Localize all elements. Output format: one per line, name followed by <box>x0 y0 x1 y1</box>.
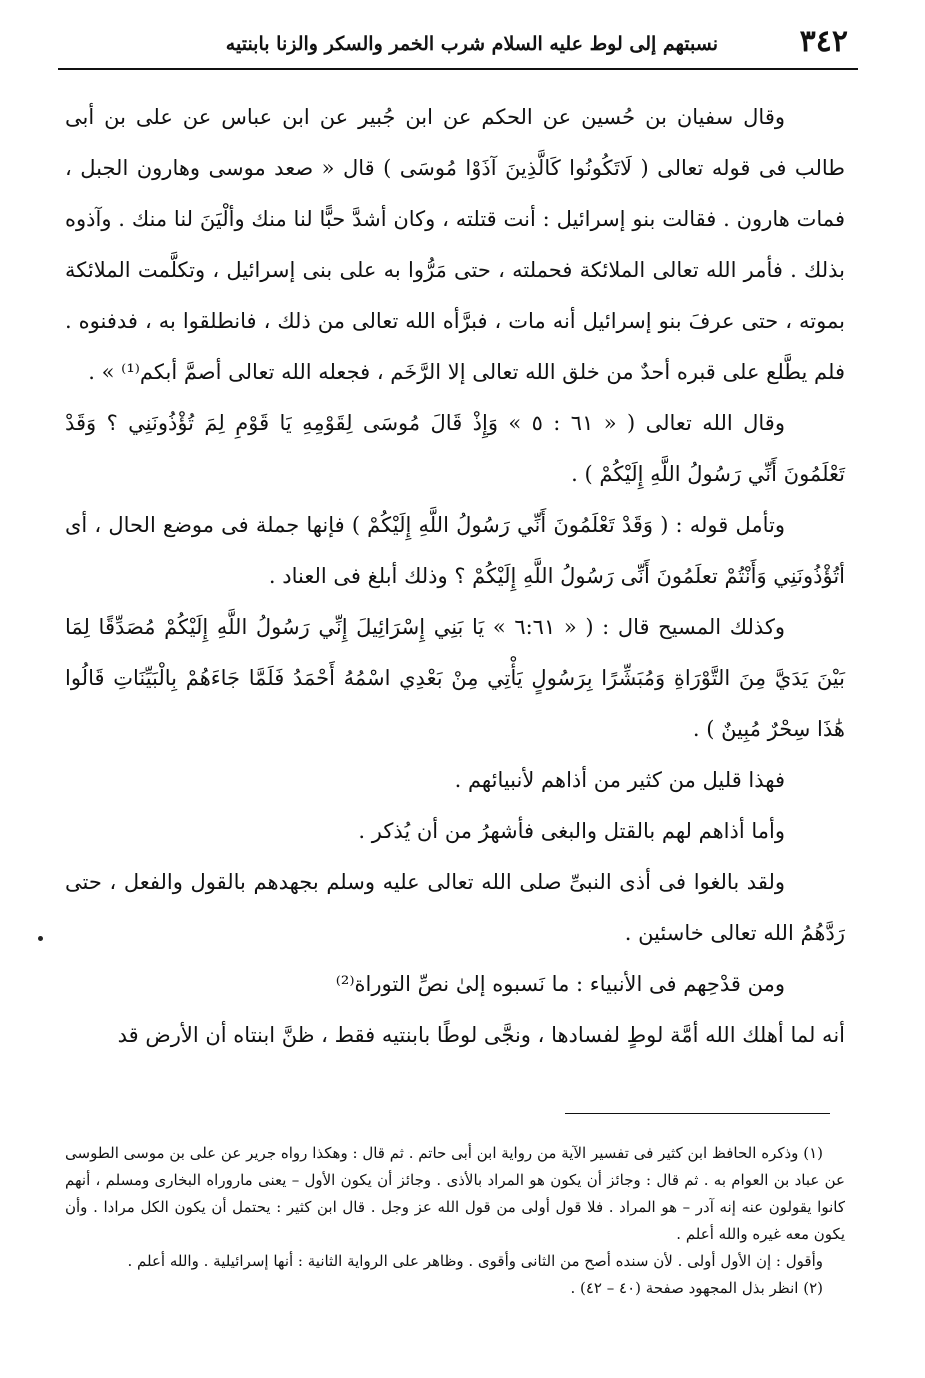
paragraph: ومن قدْحِهم فى الأنبياء : ما نَسبوه إلىٰ نصِّ التوراة⁽²⁾ <box>335 972 785 996</box>
footnotes <box>65 1140 845 1302</box>
paragraph: ولقد بالغوا فى أذى النبىِّ صلى الله تعالى عليه وسلم بجهدهم بالقول والفعل ، حتى رَدَّهُمُ الله تعالى خاسئين . <box>65 870 845 945</box>
page-header <box>58 24 858 70</box>
paragraph: أنه لما أهلك الله أمَّة لوطٍ لفسادها ، ونجَّى لوطًا بابنتيه فقط ، ظنَّ ابنتاه أن الأرض قد <box>117 1023 845 1047</box>
paragraph: وقال الله تعالى ( « ٦١ : ٥ » وَإِذْ قَالَ مُوسَى لِقَوْمِهِ يَا قَوْمِ لِمَ تُؤْذُونَنِي ؟ وَقَدْ تَعْلَمُونَ أَنِّي رَسُولُ اللَّهِ إِلَيْكُمْ ) . <box>65 411 845 486</box>
paragraph: وتأمل قوله : ( وَقَدْ تَعْلَمُونَ أَنِّي رَسُولُ اللَّهِ إِلَيْكُمْ ) فإنها جملة فى موضع الحال ، أى أتُؤْذُونَنِي وَأَنْتُمْ تعلَمُونَ أَنِّى رَسُولُ اللَّهِ إِلَيْكُمْ ؟ وذلك أبلغ فى العناد . <box>65 513 845 588</box>
main-text <box>65 92 845 1061</box>
page-number: ٣٤٢ <box>799 24 848 59</box>
footnote-separator <box>565 1113 830 1114</box>
paragraph: وكذلك المسيح قال : ( « ٦:٦١ » يَا بَنِي إِسْرَائِيلَ إِنِّي رَسُولُ اللَّهِ إِلَيْكُمْ مُصَدِّقًا لِمَا بَيْنَ يَدَيَّ مِنَ التَّوْرَاةِ وَمُبَشِّرًا بِرَسُولٍ يَأْتِي مِنْ بَعْدِي اسْمُهُ أَحْمَدُ فَلَمَّا جَاءَهُمْ بِالْبَيِّنَاتِ قَالُوا هَٰذَا سِحْرٌ مُبِينٌ ) . <box>65 615 845 741</box>
paragraph: فهذا قليل من كثير من أذاهم لأنبيائهم . <box>454 768 785 792</box>
footnote: وأقول : إن الأول أولى . لأن سنده أصح من الثانى وأقوى . وظاهر على الرواية الثانية : أنها إسرائيلية . والله أعلم . <box>127 1252 823 1270</box>
footnote: (٢) انظر بذل المجهود صفحة (٤٠ – ٤٢) . <box>570 1279 823 1297</box>
paragraph: وقال سفيان بن حُسين عن الحكم عن ابن جُبير عن ابن عباس عن على بن أبى طالب فى قوله تعالى ( لَاتَكُونُوا كَالَّذِينَ آذَوْا مُوسَى ) قال « صعد موسى وهارون الجبل ، فمات هارون . فقالت بنو إسرائيل : أنت قتلته ، وكان أشدَّ حبًّا لنا منك وألْيَنَ لنا منك . وآذوه بذلك . فأمر الله تعالى الملائكة فحملته ، حتى مَرُّوا به على بنى إسرائيل ، وتكلَّمت الملائكة بموته ، حتى عرفَ بنو إسرائيل أنه مات ، فبرَّأه الله تعالى من ذلك ، فانطلقوا به ، فدفنوه . فلم يطَّلع على قبره أحدٌ من خلق الله تعالى إلا الرَّخَم ، فجعله الله تعالى أصمَّ أبكم⁽¹⁾ » . <box>65 105 845 384</box>
paragraph: وأما أذاهم لهم بالقتل والبغى فأشهرُ من أن يُذكر . <box>358 819 785 843</box>
running-title: نسبتهم إلى لوط عليه السلام شرب الخمر والسكر والزنا بابنتيه <box>225 33 718 55</box>
footnote: (١) وذكره الحافظ ابن كثير فى تفسير الآية من رواية ابن أبى حاتم . ثم قال : وهكذا رواه جرير عن على بن موسى الطوسى عن عباد بن العوام به . ثم قال : وجائز أن يكون هو المراد بالأذى . وجائز أن يكون الأول – يعنى ماروراه البخارى ومسلم ، أنهم كانوا يقولون عنه إنه آدر – هو المراد . فلا قول أولى من قول الله عز وجل . قال ابن كثير : يحتمل أن يكون الكل مرادا . وأن يكون معه غيره والله أعلم . <box>65 1144 845 1243</box>
margin-mark <box>38 936 43 941</box>
